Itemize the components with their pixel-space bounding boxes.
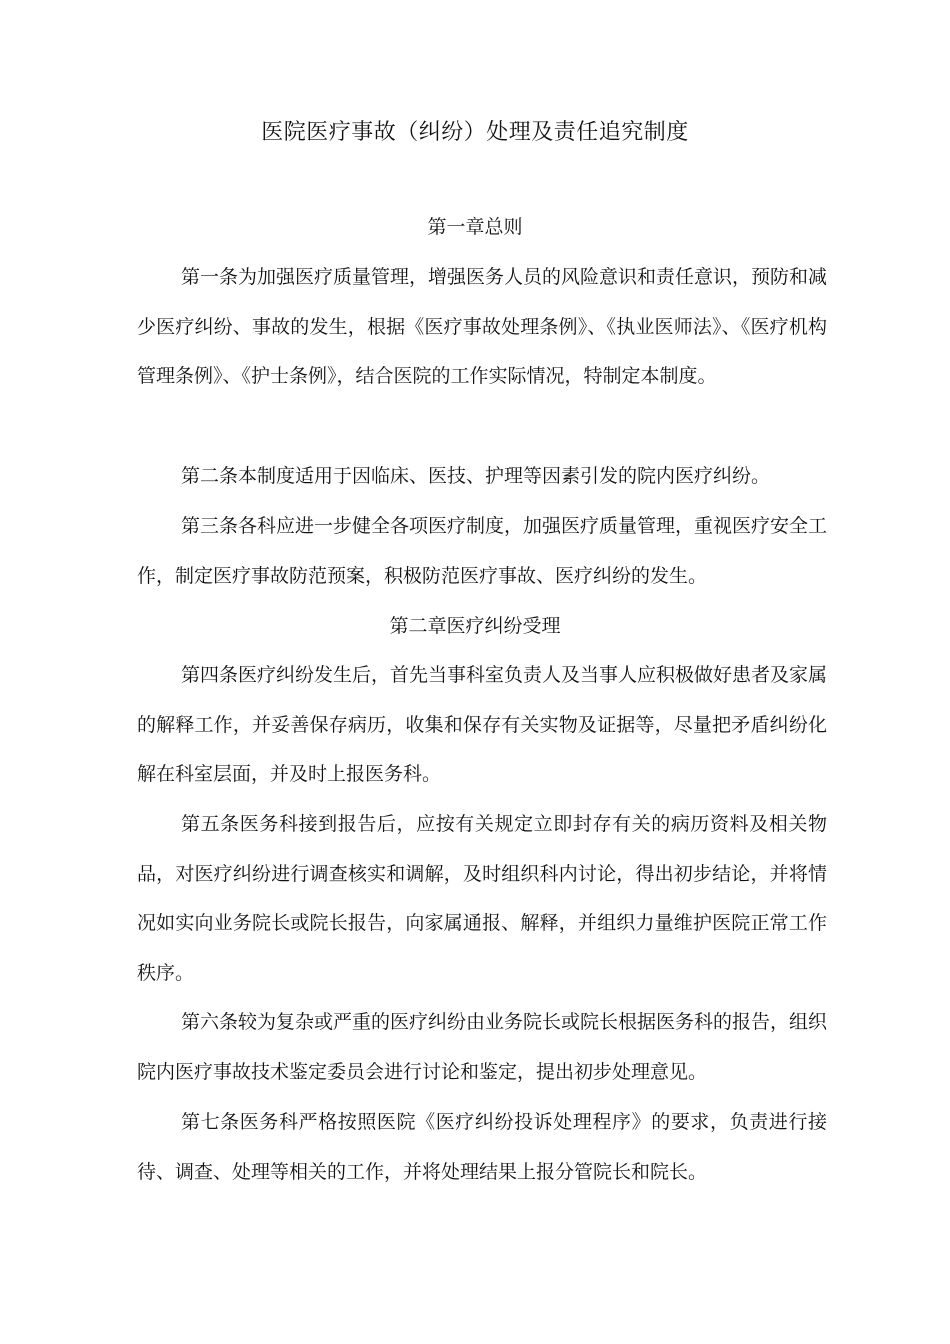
article-6-paragraph: 第六条较为复杂或严重的医疗纠纷由业务院长或院长根据医务科的报告，组织院内医疗事故技术鉴定委员会进行讨论和鉴定，提出初步处理意见。 — [137, 1011, 828, 1083]
article-3-paragraph: 第三条各科应进一步健全各项医疗制度，加强医疗质量管理，重视医疗安全工作，制定医疗事故防范预案，积极防范医疗事故、医疗纠纷的发生。 — [137, 515, 828, 587]
article-5-paragraph: 第五条医务科接到报告后，应按有关规定立即封存有关的病历资料及相关物品，对医疗纠纷进行调查核实和调解，及时组织科内讨论，得出初步结论，并将情况如实向业务院长或院长报告，向家属通报、解释，并组织力量维护医院正常工作秩序。 — [137, 813, 827, 985]
chapter-1-heading: 第一章总则 — [427, 216, 523, 238]
document-title: 医院医疗事故（纠纷）处理及责任追究制度 — [261, 120, 689, 145]
chapter-2-heading: 第二章医疗纠纷受理 — [389, 615, 561, 637]
article-1-paragraph: 第一条为加强医疗质量管理，增强医务人员的风险意识和责任意识，预防和减少医疗纠纷、事故的发生，根据《医疗事故处理条例》、《执业医师法》、《医疗机构管理条例》、《护士条例》，结合医院的工作实际情况，特制定本制度。 — [137, 266, 828, 388]
article-7-paragraph: 第七条医务科严格按照医院《医疗纠纷投诉处理程序》的要求，负责进行接待、调查、处理等相关的工作，并将处理结果上报分管院长和院长。 — [137, 1111, 827, 1183]
article-4-paragraph: 第四条医疗纠纷发生后，首先当事科室负责人及当事人应积极做好患者及家属的解释工作，并妥善保存病历，收集和保存有关实物及证据等，尽量把矛盾纠纷化解在科室层面，并及时上报医务科。 — [137, 664, 828, 786]
article-2-paragraph: 第二条本制度适用于因临床、医技、护理等因素引发的院内医疗纠纷。 — [181, 465, 771, 487]
